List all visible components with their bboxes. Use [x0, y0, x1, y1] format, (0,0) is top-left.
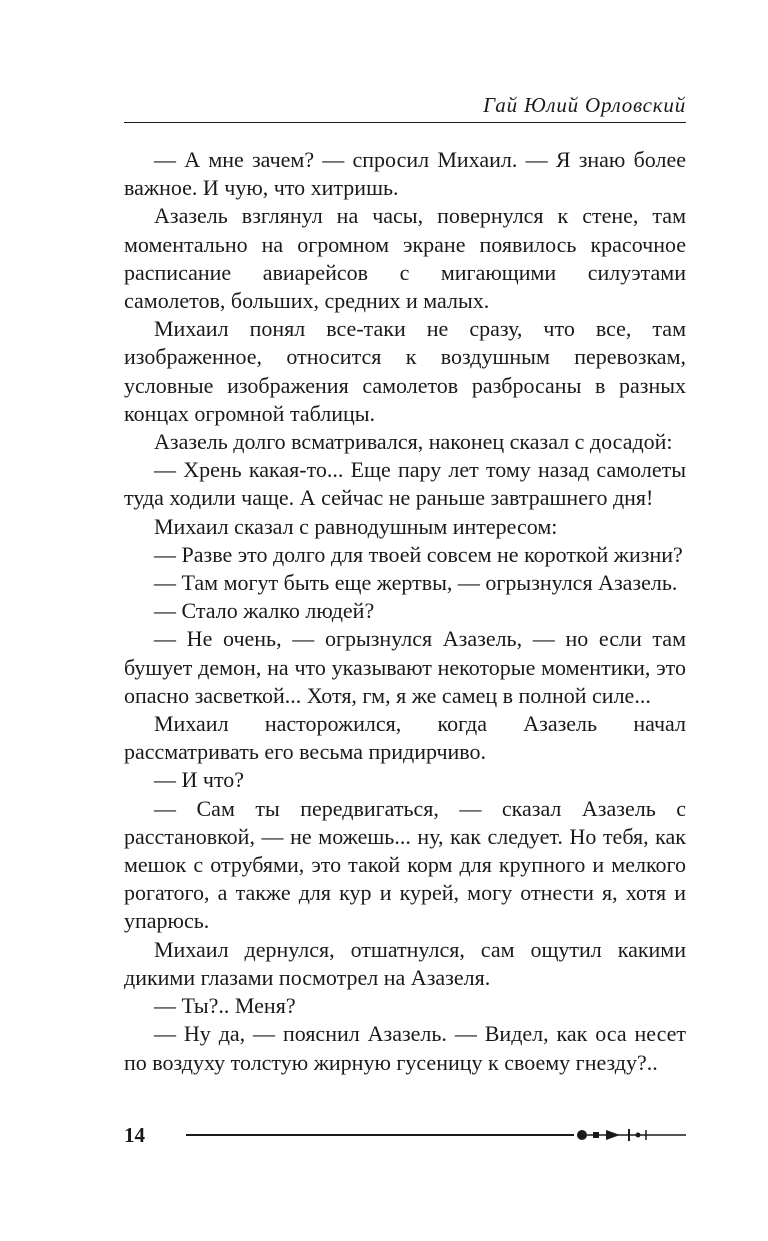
paragraph: Азазель долго всматривался, наконец сказал с досадой:: [154, 429, 673, 455]
paragraph: — Стало жалко людей?: [154, 598, 375, 624]
paragraph: — И что?: [154, 767, 245, 793]
running-head-title: Гай Юлий Орловский: [483, 93, 686, 117]
paragraph: Михаил насторожился, когда Азазель начал рассматривать его весьма придирчиво.: [124, 711, 686, 765]
paragraph: — А мне зачем? — спросил Михаил. — Я знаю более важное. И чую, что хитришь.: [124, 147, 686, 201]
paragraph: — Сам ты передвигаться, — сказал Азазель с расстановкой, — не можешь... ну, как следует. Но тебя, как мешок с отрубями, это такой корм для крупного и мелкого рогатого, а также для кур и курей, могу отнести я, хотя и упарюсь.: [124, 795, 686, 934]
paragraph: Михаил сказал с равнодушным интересом:: [154, 513, 558, 539]
footer-ornament-icon: [186, 1126, 686, 1144]
paragraph: — Не очень, — огрызнулся Азазель, — но если там бушует демон, на что указывают некоторые моментики, это опасно засветкой... Хотя, гм, я же самец в полной силе...: [124, 626, 686, 708]
page-number: 14: [124, 1123, 145, 1147]
paragraph: — Хрень какая-то... Еще пару лет тому назад самолеты туда ходили чаще. А сейчас не раньше завтрашнего дня!: [124, 457, 686, 511]
paragraph: — Разве это долго для твоей совсем не короткой жизни?: [154, 541, 683, 567]
paragraph: — Там могут быть еще жертвы, — огрызнулся Азазель.: [154, 570, 678, 596]
paragraph: Михаил дернулся, отшатнулся, сам ощутил какими дикими глазами посмотрел на Азазеля.: [124, 936, 686, 990]
header-rule: [124, 122, 686, 123]
paragraph: — Ну да, — пояснил Азазель. — Видел, как оса несет по воздуху толстую жирную гусеницу к своему гнезду?..: [124, 1021, 686, 1075]
paragraph: Азазель взглянул на часы, повернулся к стене, там моментально на огромном экране появилось красочное расписание авиарейсов с мигающими силуэтами самолетов, больших, средних и малых.: [124, 203, 686, 314]
paragraph: — Ты?.. Меня?: [154, 993, 296, 1019]
body-text: [124, 146, 686, 1077]
paragraph: Михаил понял все-таки не сразу, что все, там изображенное, относится к воздушным перевозкам, условные изображения самолетов разбросаны в разных концах огромной таблицы.: [124, 316, 686, 426]
